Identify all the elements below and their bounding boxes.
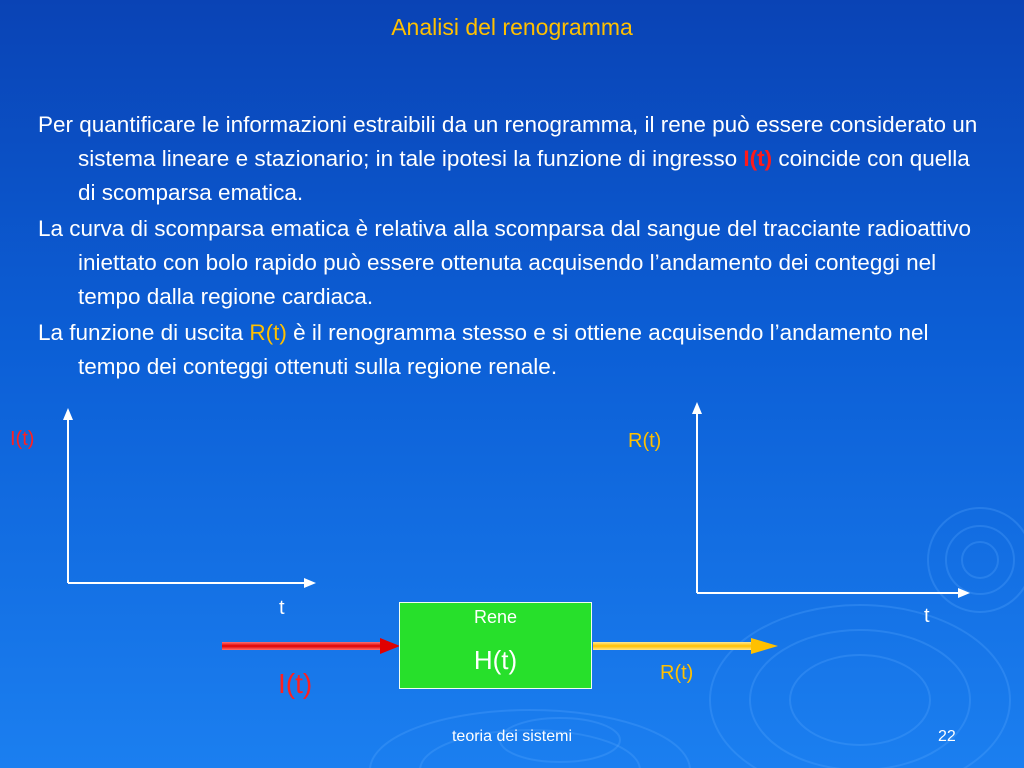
- footer-text: teoria dei sistemi: [451, 728, 573, 745]
- input-graph-axes: [63, 408, 316, 588]
- paragraph-text: è il renogramma stesso e si ottiene acquisendo l’andamento nel tempo dei conteggi ottenuti sulla regione renale.: [78, 320, 929, 379]
- input-graph-x-label: t: [279, 597, 285, 619]
- output-arrow: [593, 638, 778, 654]
- output-graph-axes: [692, 402, 970, 598]
- paragraph-text: Per quantificare le informazioni estraibili da un renogramma, il rene può essere considerato un sistema lineare e stazionario; in tale ipotesi la funzione di ingresso: [38, 112, 978, 171]
- paragraph-text: La curva di scomparsa ematica è relativa alla scomparsa dal sangue del tracciante radioattivo iniettato con bolo rapido può essere ottenuta acquisendo l’andamento dei conteggi nel tempo dalla regione cardiaca.: [38, 216, 971, 309]
- input-graph-y-label: I(t): [10, 428, 35, 450]
- paragraph-text: coincide con quella di scomparsa ematica.: [78, 146, 970, 205]
- slide-title: Analisi del renogramma: [391, 14, 633, 40]
- input-arrow: [222, 638, 400, 654]
- input-signal-label: I(t): [278, 668, 313, 699]
- transfer-function-label: H(t): [473, 645, 518, 675]
- output-graph-x-label: t: [924, 605, 930, 627]
- output-graph-y-label: R(t): [628, 430, 662, 452]
- system-block-name: Rene: [473, 607, 518, 627]
- output-signal-label: R(t): [660, 662, 694, 684]
- paragraph-text: La funzione di uscita: [38, 320, 250, 345]
- kidney-system-block: [399, 602, 592, 689]
- page-number: 22: [938, 728, 956, 745]
- input-function-highlight: I(t): [743, 146, 773, 171]
- output-function-highlight: R(t): [249, 320, 287, 345]
